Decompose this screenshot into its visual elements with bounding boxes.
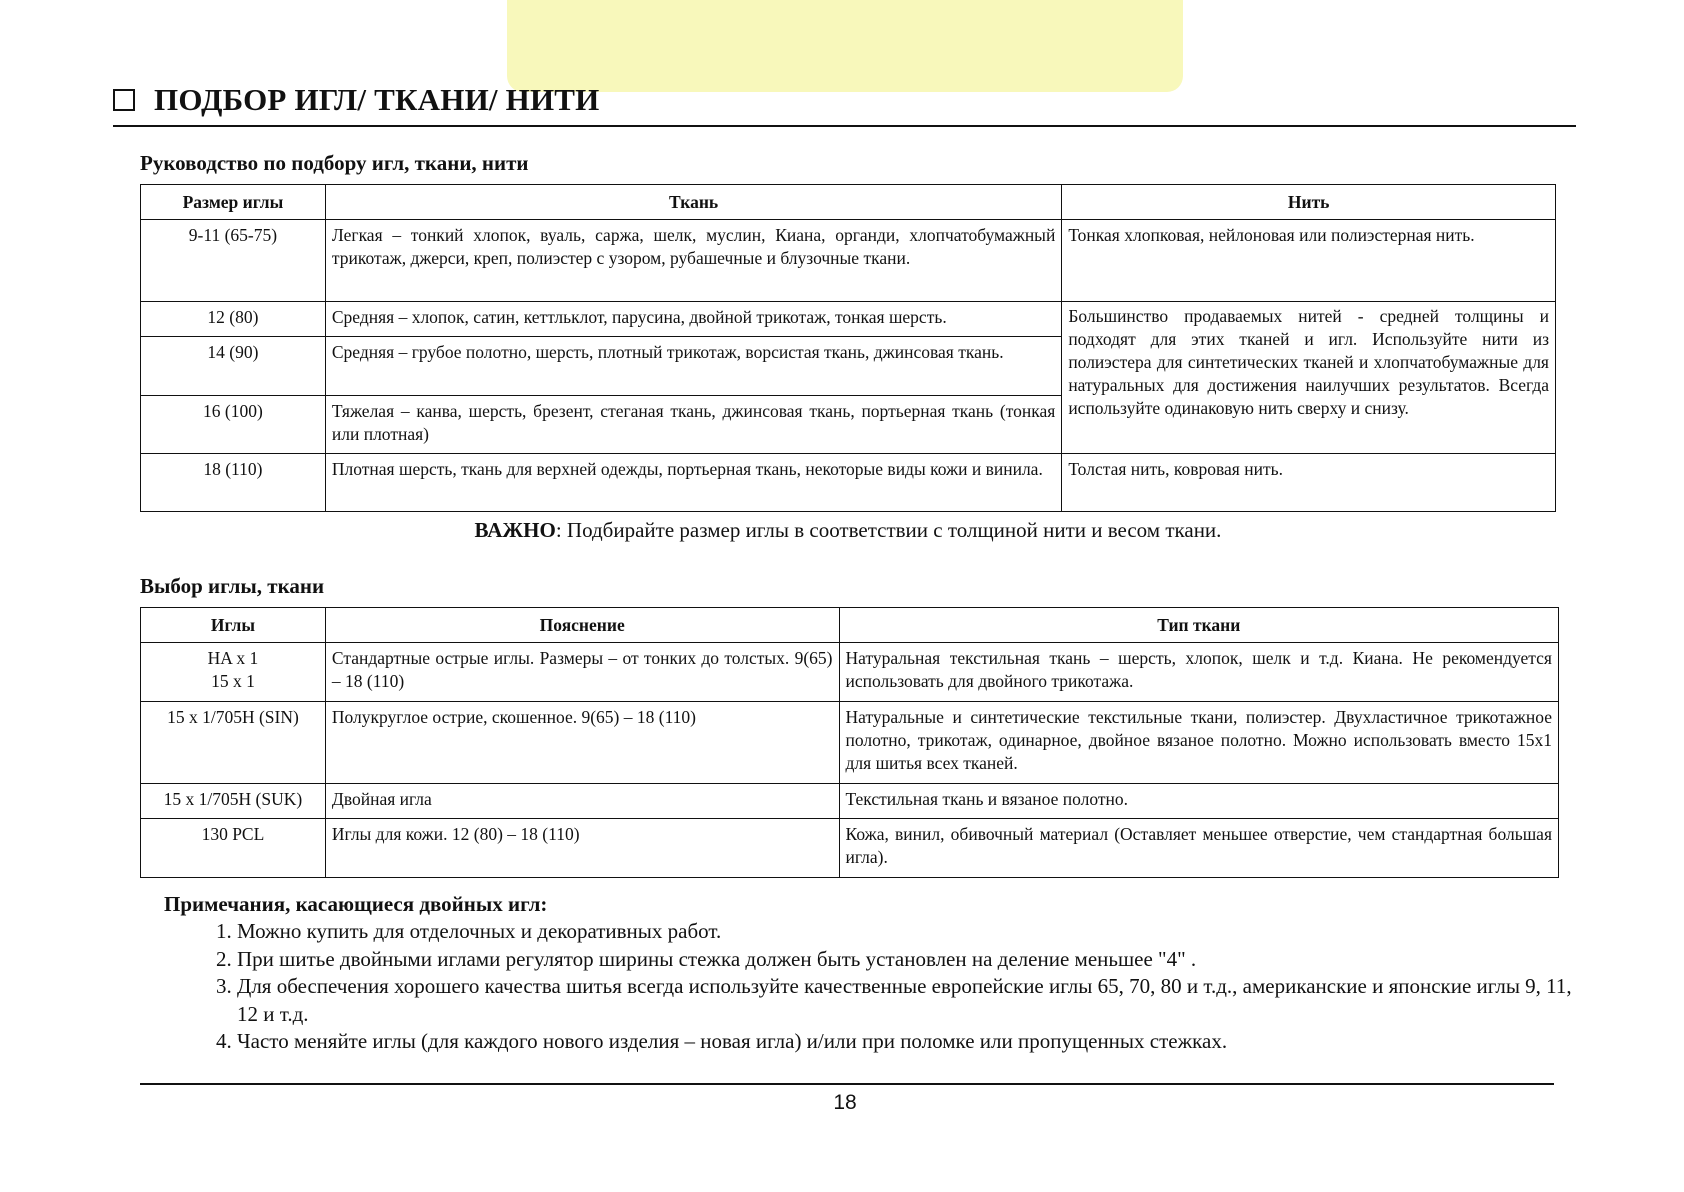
needle-cell: 15 x 1/705H (SIN): [141, 702, 326, 784]
needle-cell: 15 x 1/705H (SUK): [141, 784, 326, 819]
needle-size-cell: 14 (90): [141, 337, 326, 396]
table-row: [141, 643, 1559, 702]
needle-name: 15 x 1: [211, 671, 255, 691]
thread-cell: Большинство продаваемых нитей - средней толщины и подходят для этих тканей и игл. Используйте нити из полиэстера для синтетических тканей и хлопчатобумажные для натуральных для достижения наилучших результатов. Всегда используйте одинаковую нить сверху и снизу.: [1062, 302, 1556, 454]
needle-cell: [141, 643, 326, 702]
list-item: 2. При шитье двойными иглами регулятор ширины стежка должен быть установлен на деление меньшее "4" .: [237, 946, 1577, 974]
needles-table: [140, 607, 1559, 878]
fabric-cell: Легкая – тонкий хлопок, вуаль, саржа, шелк, муслин, Киана, органди, хлопчатобумажный трикотаж, джерси, креп, полиэстер с узором, рубашечные и блузочные ткани.: [325, 220, 1061, 302]
needle-name: HA x 1: [207, 648, 259, 668]
highlight-band: [507, 0, 1183, 92]
table-header-row: [141, 608, 1559, 643]
needle-size-cell: 9-11 (65-75): [141, 220, 326, 302]
important-label: ВАЖНО: [474, 518, 556, 542]
column-header: Ткань: [325, 185, 1061, 220]
table-header-row: [141, 185, 1556, 220]
list-item: 1. Можно купить для отделочных и декоративных работ.: [237, 918, 1577, 946]
explanation-cell: Полукруглое острие, скошенное. 9(65) – 18 (110): [325, 702, 839, 784]
checkbox-square-icon: [113, 89, 135, 111]
important-note: [140, 518, 1556, 543]
list-item: 3. Для обеспечения хорошего качества шитья всегда используйте качественные европейские иглы 65, 70, 80 и т.д., американские и японские иглы 9, 11, 12 и т.д.: [237, 973, 1577, 1028]
thread-cell: Тонкая хлопковая, нейлоновая или полиэстерная нить.: [1062, 220, 1556, 302]
needle-size-cell: 12 (80): [141, 302, 326, 337]
thread-cell: Толстая нить, ковровая нить.: [1062, 454, 1556, 512]
fabric-type-cell: Натуральная текстильная ткань – шерсть, хлопок, шелк и т.д. Киана. Не рекомендуется использовать для двойного трикотажа.: [839, 643, 1558, 702]
column-header: Иглы: [141, 608, 326, 643]
column-header: Нить: [1062, 185, 1556, 220]
page-header: [113, 80, 599, 120]
fabric-type-cell: Текстильная ткань и вязаное полотно.: [839, 784, 1558, 819]
footer-divider: [140, 1083, 1554, 1085]
page-title: ПОДБОР ИГЛ/ ТКАНИ/ НИТИ: [154, 82, 600, 117]
list-item: 4. Часто меняйте иглы (для каждого нового изделия – новая игла) и/или при поломке или пропущенных стежках.: [237, 1028, 1577, 1056]
column-header: Тип ткани: [839, 608, 1558, 643]
guide-heading: Руководство по подбору игл, ткани, нити: [140, 151, 529, 175]
table-row: [141, 819, 1559, 878]
page-number: 18: [833, 1091, 857, 1114]
table-row: [141, 302, 1556, 337]
table-row: [141, 454, 1556, 512]
needle-size-cell: 16 (100): [141, 396, 326, 454]
fabric-type-cell: Кожа, винил, обивочный материал (Оставляет меньшее отверстие, чем стандартная большая игла).: [839, 819, 1558, 878]
explanation-cell: Двойная игла: [325, 784, 839, 819]
fabric-type-cell: Натуральные и синтетические текстильные ткани, полиэстер. Двухластичное трикотажное полотно, трикотаж, одинарное, двойное вязаное полотно. Можно использовать вместо 15x1 для шитья всех тканей.: [839, 702, 1558, 784]
explanation-cell: Иглы для кожи. 12 (80) – 18 (110): [325, 819, 839, 878]
needles-heading: Выбор иглы, ткани: [140, 574, 325, 598]
needle-size-cell: 18 (110): [141, 454, 326, 512]
table-row: [141, 702, 1559, 784]
table-row: [141, 220, 1556, 302]
explanation-cell: Стандартные острые иглы. Размеры – от тонких до толстых. 9(65) – 18 (110): [325, 643, 839, 702]
notes-list: [199, 918, 1577, 1056]
fabric-cell: Средняя – хлопок, сатин, кеттльклот, парусина, двойной трикотаж, тонкая шерсть.: [325, 302, 1061, 337]
fabric-cell: Средняя – грубое полотно, шерсть, плотный трикотаж, ворсистая ткань, джинсовая ткань.: [325, 337, 1061, 396]
notes-heading: Примечания, касающиеся двойных игл:: [164, 892, 548, 916]
column-header: Размер иглы: [141, 185, 326, 220]
fabric-cell: Плотная шерсть, ткань для верхней одежды, портьерная ткань, некоторые виды кожи и винила.: [325, 454, 1061, 512]
table-row: [141, 784, 1559, 819]
guide-table: [140, 184, 1556, 512]
title-divider: [113, 125, 1576, 127]
needle-cell: 130 PCL: [141, 819, 326, 878]
fabric-cell: Тяжелая – канва, шерсть, брезент, стеганая ткань, джинсовая ткань, портьерная ткань (тонкая или плотная): [325, 396, 1061, 454]
column-header: Пояснение: [325, 608, 839, 643]
important-text: : Подбирайте размер иглы в соответствии с толщиной нити и весом ткани.: [555, 518, 1222, 542]
